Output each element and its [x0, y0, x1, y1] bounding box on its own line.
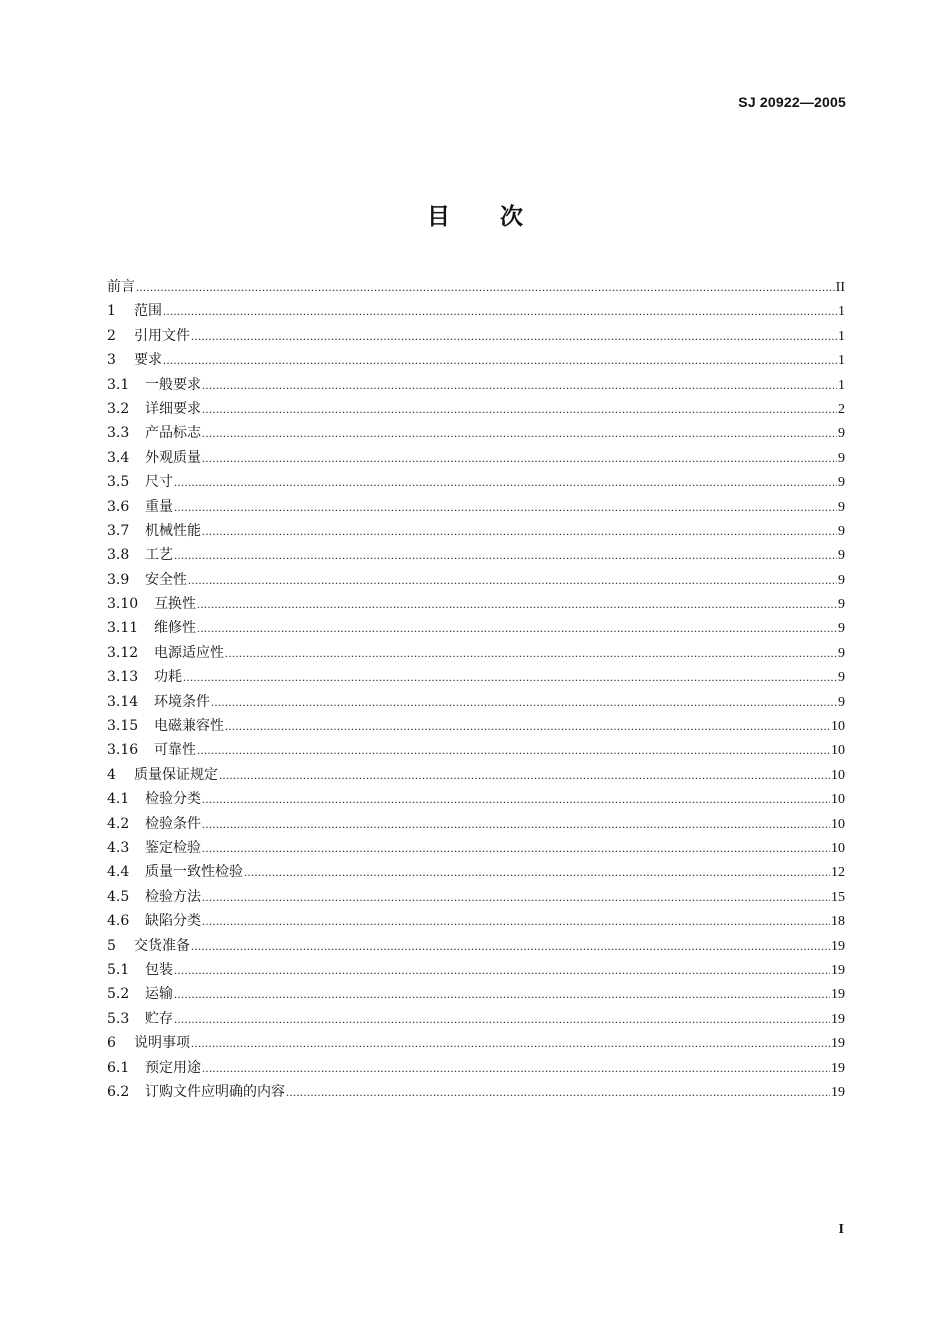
toc-entry-number: 3.10	[107, 596, 139, 613]
toc-entry-page: 19	[831, 987, 845, 1003]
toc-entry-page: 19	[831, 1084, 845, 1100]
toc-entry-label: 安全性	[145, 571, 187, 588]
toc-entry-page: 9	[838, 645, 845, 661]
toc-leader-dots	[202, 890, 830, 905]
toc-leader-dots	[174, 500, 837, 515]
toc-entry[interactable]	[107, 788, 845, 812]
toc-leader-dots	[225, 646, 837, 661]
toc-entry[interactable]	[107, 959, 845, 983]
toc-entry-number: 3.5	[107, 474, 130, 491]
toc-entry-label: 机械性能	[145, 522, 201, 539]
toc-entry-page: 10	[831, 719, 845, 735]
toc-leader-dots	[202, 378, 837, 393]
toc-entry[interactable]	[107, 1008, 845, 1032]
toc-entry-number: 4.4	[107, 864, 130, 881]
page-number: I	[838, 1222, 844, 1237]
toc-leader-dots	[174, 963, 830, 978]
toc-entry-label: 质量一致性检验	[145, 864, 243, 881]
toc-entry-number: 5	[107, 937, 116, 954]
toc-entry[interactable]	[107, 569, 845, 593]
toc-entry-number: 5.2	[107, 986, 130, 1003]
toc-leader-dots	[197, 621, 837, 636]
toc-entry-page: 1	[838, 353, 845, 369]
toc-leader-dots	[202, 451, 837, 466]
toc-entry-label: 贮存	[145, 1010, 173, 1027]
toc-entry-page: 1	[838, 304, 845, 320]
toc-entry-number: 3.9	[107, 571, 130, 588]
toc-leader-dots	[191, 939, 830, 954]
toc-entry-page: 12	[831, 865, 845, 881]
toc-entry-page: 2	[838, 401, 845, 417]
toc-entry-page: 9	[838, 597, 845, 613]
toc-entry-label: 检验方法	[145, 888, 201, 905]
toc-entry[interactable]	[107, 447, 845, 471]
toc-entry-page: 15	[831, 889, 845, 905]
toc-entry-page: 1	[838, 328, 845, 344]
toc-entry-label: 订购文件应明确的内容	[145, 1083, 285, 1100]
toc-entry[interactable]	[107, 374, 845, 398]
toc-entry[interactable]	[107, 276, 845, 300]
toc-entry-number: 3.2	[107, 400, 130, 417]
toc-entry[interactable]	[107, 617, 845, 641]
toc-entry-label: 包装	[145, 961, 173, 978]
toc-leader-dots	[202, 524, 837, 539]
toc-entry-number: 4.2	[107, 815, 130, 832]
toc-entry[interactable]	[107, 886, 845, 910]
toc-entry-label: 检验分类	[145, 791, 201, 808]
toc-leader-dots	[219, 768, 830, 783]
toc-entry-page: 19	[831, 938, 845, 954]
toc-entry-page: 9	[838, 475, 845, 491]
toc-entry-label: 工艺	[145, 547, 173, 564]
toc-entry-page: II	[835, 280, 845, 295]
toc-entry-number: 3	[107, 352, 116, 369]
toc-entry-page: 9	[838, 572, 845, 588]
toc-entry[interactable]	[107, 666, 845, 690]
toc-entry-number: 3.12	[107, 644, 139, 661]
toc-entry-page: 10	[831, 792, 845, 808]
toc-entry-label: 可靠性	[154, 742, 196, 759]
toc-entry-number: 5.1	[107, 961, 130, 978]
toc-entry-page: 9	[838, 523, 845, 539]
toc-entry[interactable]	[107, 520, 845, 544]
toc-entry[interactable]	[107, 1057, 845, 1081]
toc-leader-dots	[188, 573, 837, 588]
toc-entry-label: 范围	[134, 303, 162, 320]
toc-leader-dots	[197, 743, 830, 758]
toc-entry-number: 6.2	[107, 1083, 130, 1100]
toc-entry-number: 3.11	[107, 620, 139, 637]
toc-entry[interactable]	[107, 398, 845, 422]
toc-leader-dots	[163, 304, 837, 319]
toc-leader-dots	[202, 817, 830, 832]
toc-leader-dots	[202, 1061, 830, 1076]
toc-leader-dots	[286, 1085, 830, 1100]
toc-entry-label: 质量保证规定	[134, 766, 218, 783]
toc-leader-dots	[174, 475, 837, 490]
toc-entry-page: 19	[831, 1036, 845, 1052]
toc-entry[interactable]	[107, 983, 845, 1007]
toc-entry[interactable]	[107, 300, 845, 324]
toc-entry-page: 10	[831, 816, 845, 832]
toc-entry-page: 9	[838, 694, 845, 710]
title-char-1: 目	[427, 204, 450, 230]
toc-entry[interactable]	[107, 593, 845, 617]
toc-entry[interactable]	[107, 1081, 845, 1105]
toc-entry-page: 9	[838, 670, 845, 686]
toc-entry-page: 9	[838, 499, 845, 515]
toc-entry-page: 18	[831, 914, 845, 930]
toc-leader-dots	[191, 1036, 830, 1051]
toc-entry-number: 4.6	[107, 913, 130, 930]
toc-entry[interactable]	[107, 544, 845, 568]
toc-entry-number: 3.6	[107, 498, 130, 515]
toc-entry[interactable]	[107, 715, 845, 739]
toc-entry-label: 说明事项	[134, 1035, 190, 1052]
toc-entry-number: 4.1	[107, 791, 130, 808]
toc-entry[interactable]	[107, 642, 845, 666]
toc-entry-label: 环境条件	[154, 693, 210, 710]
toc-entry-label: 鉴定检验	[145, 839, 201, 856]
toc-entry-number: 3.3	[107, 425, 130, 442]
toc-entry-number: 3.7	[107, 522, 130, 539]
toc-entry[interactable]	[107, 861, 845, 885]
toc-entry-label: 一般要求	[145, 376, 201, 393]
toc-entry[interactable]	[107, 837, 845, 861]
toc-entry-label: 尺寸	[145, 474, 173, 491]
toc-entry-page: 19	[831, 1060, 845, 1076]
toc-entry-number: 1	[107, 303, 116, 320]
standard-code: SJ 20922—2005	[738, 94, 846, 110]
toc-entry-page: 10	[831, 840, 845, 856]
toc-entry-number: 6	[107, 1035, 116, 1052]
toc-entry[interactable]	[107, 496, 845, 520]
toc-entry[interactable]	[107, 691, 845, 715]
toc-entry-number: 3.13	[107, 669, 139, 686]
title-char-2: 次	[500, 204, 523, 230]
toc-entry-label: 功耗	[154, 669, 182, 686]
toc-leader-dots	[174, 548, 837, 563]
toc-leader-dots	[197, 597, 837, 612]
toc-entry-label: 详细要求	[145, 400, 201, 417]
toc-entry[interactable]	[107, 764, 845, 788]
toc-entry-label: 电源适应性	[154, 644, 224, 661]
toc-entry-page: 1	[838, 377, 845, 393]
toc-entry[interactable]	[107, 471, 845, 495]
toc-entry-page: 10	[831, 767, 845, 783]
toc-leader-dots	[244, 865, 830, 880]
toc-entry-label: 外观质量	[145, 449, 201, 466]
toc-entry-number: 3.8	[107, 547, 130, 564]
toc-entry[interactable]	[107, 935, 845, 959]
toc-entry[interactable]	[107, 349, 845, 373]
toc-leader-dots	[202, 914, 830, 929]
toc-entry-number: 4.5	[107, 888, 130, 905]
toc-entry-page: 9	[838, 450, 845, 466]
toc-entry[interactable]	[107, 325, 845, 349]
toc-entry-number: 5.3	[107, 1010, 130, 1027]
toc-entry-number: 2	[107, 327, 116, 344]
toc-entry-number: 3.14	[107, 693, 139, 710]
toc-leader-dots	[202, 426, 837, 441]
toc-entry-label: 互换性	[154, 596, 196, 613]
table-of-contents	[107, 276, 845, 1105]
toc-entry-label: 检验条件	[145, 815, 201, 832]
toc-entry-label: 引用文件	[134, 327, 190, 344]
toc-leader-dots	[174, 1012, 830, 1027]
toc-entry-number: 4	[107, 766, 116, 783]
toc-entry-label: 前言	[107, 279, 135, 295]
toc-entry[interactable]	[107, 739, 845, 763]
toc-entry-label: 预定用途	[145, 1059, 201, 1076]
toc-leader-dots	[191, 329, 837, 344]
toc-leader-dots	[174, 987, 830, 1002]
toc-entry-label: 缺陷分类	[145, 913, 201, 930]
toc-leader-dots	[202, 402, 837, 417]
toc-entry-number: 3.15	[107, 718, 139, 735]
toc-entry-label: 运输	[145, 986, 173, 1003]
toc-entry[interactable]	[107, 813, 845, 837]
toc-leader-dots	[202, 841, 830, 856]
toc-entry-page: 9	[838, 548, 845, 564]
toc-entry-label: 产品标志	[145, 425, 201, 442]
page-title	[0, 198, 950, 231]
toc-leader-dots	[183, 670, 837, 685]
toc-entry-page: 9	[838, 426, 845, 442]
toc-entry-page: 10	[831, 743, 845, 759]
toc-entry-number: 4.3	[107, 839, 130, 856]
toc-leader-dots	[202, 792, 830, 807]
toc-entry-page: 19	[831, 1011, 845, 1027]
toc-entry-label: 电磁兼容性	[154, 718, 224, 735]
toc-entry-page: 19	[831, 962, 845, 978]
toc-entry-label: 重量	[145, 498, 173, 515]
toc-entry[interactable]	[107, 422, 845, 446]
toc-entry-number: 6.1	[107, 1059, 130, 1076]
toc-leader-dots	[136, 280, 835, 295]
toc-entry-number: 3.1	[107, 376, 130, 393]
toc-leader-dots	[211, 695, 837, 710]
toc-entry-label: 维修性	[154, 620, 196, 637]
toc-entry-label: 交货准备	[134, 937, 190, 954]
toc-entry-page: 9	[838, 621, 845, 637]
toc-leader-dots	[225, 719, 830, 734]
toc-leader-dots	[163, 353, 837, 368]
toc-entry-label: 要求	[134, 352, 162, 369]
toc-entry-number: 3.16	[107, 742, 139, 759]
toc-entry[interactable]	[107, 1032, 845, 1056]
toc-entry-number: 3.4	[107, 449, 130, 466]
toc-entry[interactable]	[107, 910, 845, 934]
